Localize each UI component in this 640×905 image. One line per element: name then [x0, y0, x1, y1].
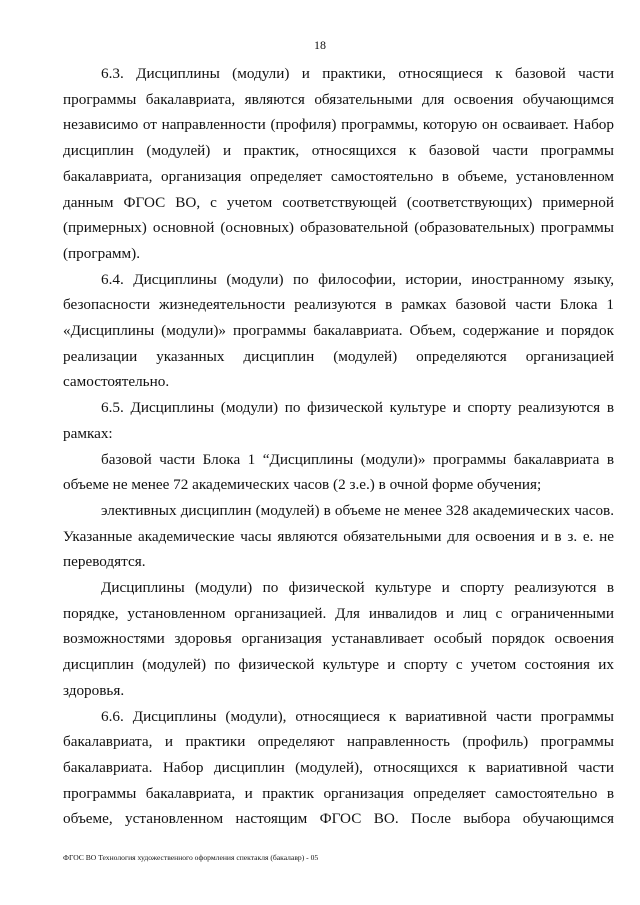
page-number: 18 [314, 38, 326, 52]
paragraph-6-5: 6.5. Дисциплины (модули) по физической культуре и спорту реализуются в рамках: [63, 399, 614, 442]
paragraph-6-5-elective: элективных дисциплин (модулей) в объеме не менее 328 академических часов. Указанные академические часы являются обязательными для освоения и в з. е. не переводятся. [63, 501, 614, 571]
document-body [63, 61, 614, 832]
paragraph-6-6: 6.6. Дисциплины (модули), относящиеся к вариативной части программы бакалавриата, и практики определяют направленность (профиль) программы бакалавриата. Набор дисциплин (модулей), относящихся к вариативной части программы бакалавриата, и практик организация определяет самостоятельно в объеме, установленном настоящим ФГОС ВО. После выбора обучающимся [63, 707, 614, 828]
paragraph-6-4: 6.4. Дисциплины (модули) по философии, истории, иностранному языку, безопасности жизнедеятельности реализуются в рамках базовой части Блока 1 «Дисциплины (модули)» программы бакалавриата. Объем, содержание и порядок реализации указанных дисциплин (модулей) определяются организацией самостоятельно. [63, 270, 614, 391]
paragraph-6-5-basic-part: базовой части Блока 1 “Дисциплины (модули)» программы бакалавриата в объеме не менее 72 академических часов (2 з.е.) в очной форме обучения; [63, 450, 614, 494]
paragraph-6-3: 6.3. Дисциплины (модули) и практики, относящиеся к базовой части программы бакалавриата, являются обязательными для освоения обучающимся независимо от направленности (профиля) программы, которую он осваивает. Набор дисциплин (модулей) и практик, относящихся к базовой части программы бакалавриата, организация определяет самостоятельно в объеме, установленном данным ФГОС ВО, с учетом соответствующей (соответствующих) примерной (примерных) основной (основных) образовательной (образовательных) программы (программ). [63, 65, 614, 262]
page-footer: ФГОС ВО Технология художественного оформления спектакля (бакалавр) - 05 [63, 853, 319, 862]
paragraph-6-5-procedure: Дисциплины (модули) по физической культуре и спорту реализуются в порядке, установленном организацией. Для инвалидов и лиц с ограниченными возможностями здоровья организация устанавливает особый порядок освоения дисциплин (модулей) по физической культуре и спорту с учетом состояния их здоровья. [63, 579, 614, 699]
